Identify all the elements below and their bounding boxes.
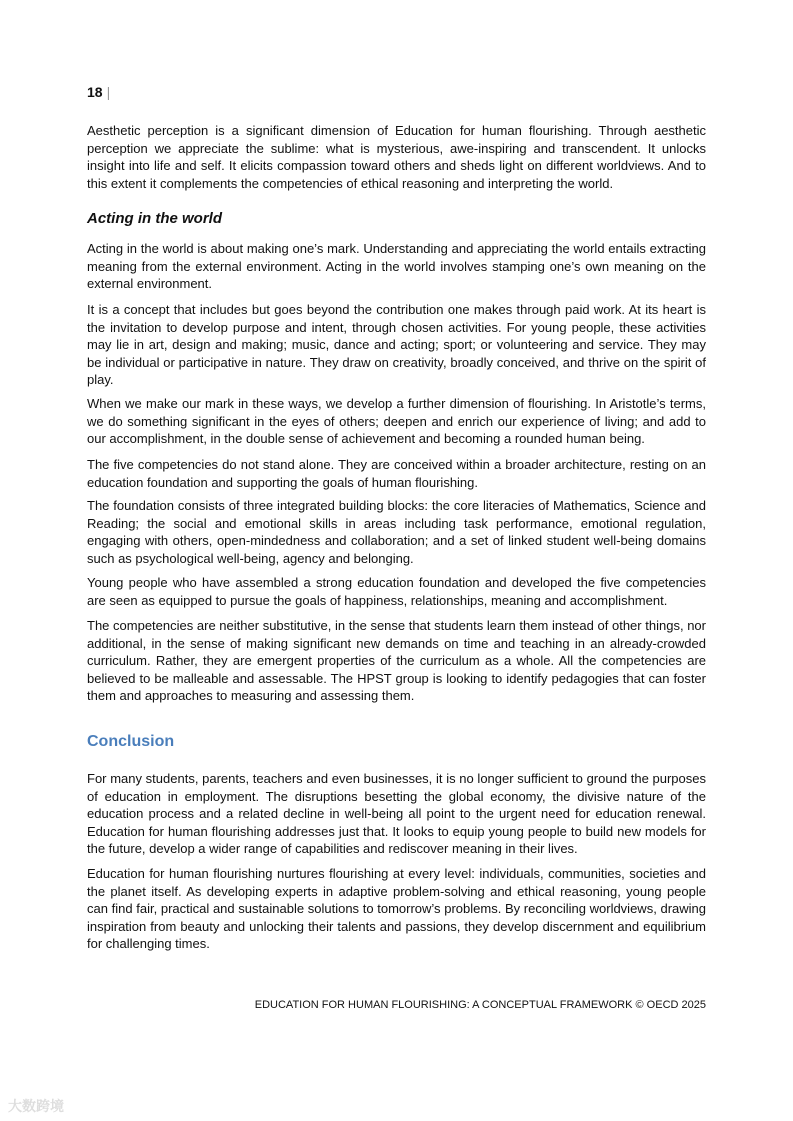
paragraph: For many students, parents, teachers and even businesses, it is no longer sufficient to ground the purposes of education in employment. The disruptions besetting the global economy, the divisive nature of the education process and a related decline in well-being all point to the urgent need for education renewal. Education for human flourishing addresses just that. It looks to equip young people to build new models for the future, develop a wider range of capabilities and rediscover meaning in their lives. xyxy=(87,771,706,856)
section-heading: Acting in the world xyxy=(87,210,222,227)
paragraph: When we make our mark in these ways, we develop a further dimension of flourishing. In Aristotle’s terms, we do something significant in the eyes of others; deepen and enrich our experience of living; and add to our accomplishment, in the double sense of achievement and becoming a rounded human being. xyxy=(87,396,706,446)
paragraph: The foundation consists of three integrated building blocks: the core literacies of Mathematics, Science and Reading; the social and emotional skills in areas including task performance, emotional regulation, engaging with others, open-mindedness and collaboration; and a set of linked student well-being domains such as psychological well-being, agency and belonging. xyxy=(87,498,706,566)
page-footer: EDUCATION FOR HUMAN FLOURISHING: A CONCEPTUAL FRAMEWORK © OECD 2025 xyxy=(254,999,706,1011)
paragraph: Aesthetic perception is a significant dimension of Education for human flourishing. Through aesthetic perception we appreciate the sublime: what is mysterious, awe-inspiring and transcendent. It unlocks insight into life and self. It elicits compassion toward others and sheds light on different worldviews. And to this extent it complements the competencies of ethical reasoning and interpreting the world. xyxy=(87,123,706,191)
section-heading: Conclusion xyxy=(87,733,175,750)
page-number xyxy=(87,84,110,100)
paragraph: It is a concept that includes but goes beyond the contribution one makes through paid work. At its heart is the invitation to develop purpose and intent, through chosen activities. For young people, these activities may lie in art, design and making; music, dance and acting; sport; or volunteering and service. They may be individual or participative in nature. They draw on creativity, broadly conceived, and thrive on the spirit of play. xyxy=(87,302,706,387)
page-number-divider: | xyxy=(106,84,111,100)
paragraph: The competencies are neither substitutive, in the sense that students learn them instead of other things, nor additional, in the sense of making significant new demands on time and teaching in an already-crowded curriculum. Rather, they are emergent properties of the curriculum as a whole. All the competencies are believed to be malleable and assessable. The HPST group is looking to identify pedagogies that can foster them and approaches to measuring and assessing them. xyxy=(87,618,706,703)
paragraph: Acting in the world is about making one’s mark. Understanding and appreciating the world entails extracting meaning from the external environment. Acting in the world involves stamping one’s own meaning on the external environment. xyxy=(87,241,706,291)
page-number-text: 18 xyxy=(87,84,103,100)
paragraph: Education for human flourishing nurtures flourishing at every level: individuals, communities, societies and the planet itself. As developing experts in adaptive problem-solving and ethical reasoning, young people can find fair, practical and sustainable solutions to tomorrow’s problems. By reconciling worldviews, drawing inspiration from beauty and unlocking their talents and passions, they develop discernment and equilibrium for challenging times. xyxy=(87,866,706,951)
paragraph: Young people who have assembled a strong education foundation and developed the five competencies are seen as equipped to pursue the goals of happiness, relationships, meaning and accomplishment. xyxy=(87,575,706,608)
paragraph: The five competencies do not stand alone. They are conceived within a broader architecture, resting on an education foundation and supporting the goals of human flourishing. xyxy=(87,457,706,490)
watermark-logo: 大数跨境 xyxy=(8,1098,64,1114)
